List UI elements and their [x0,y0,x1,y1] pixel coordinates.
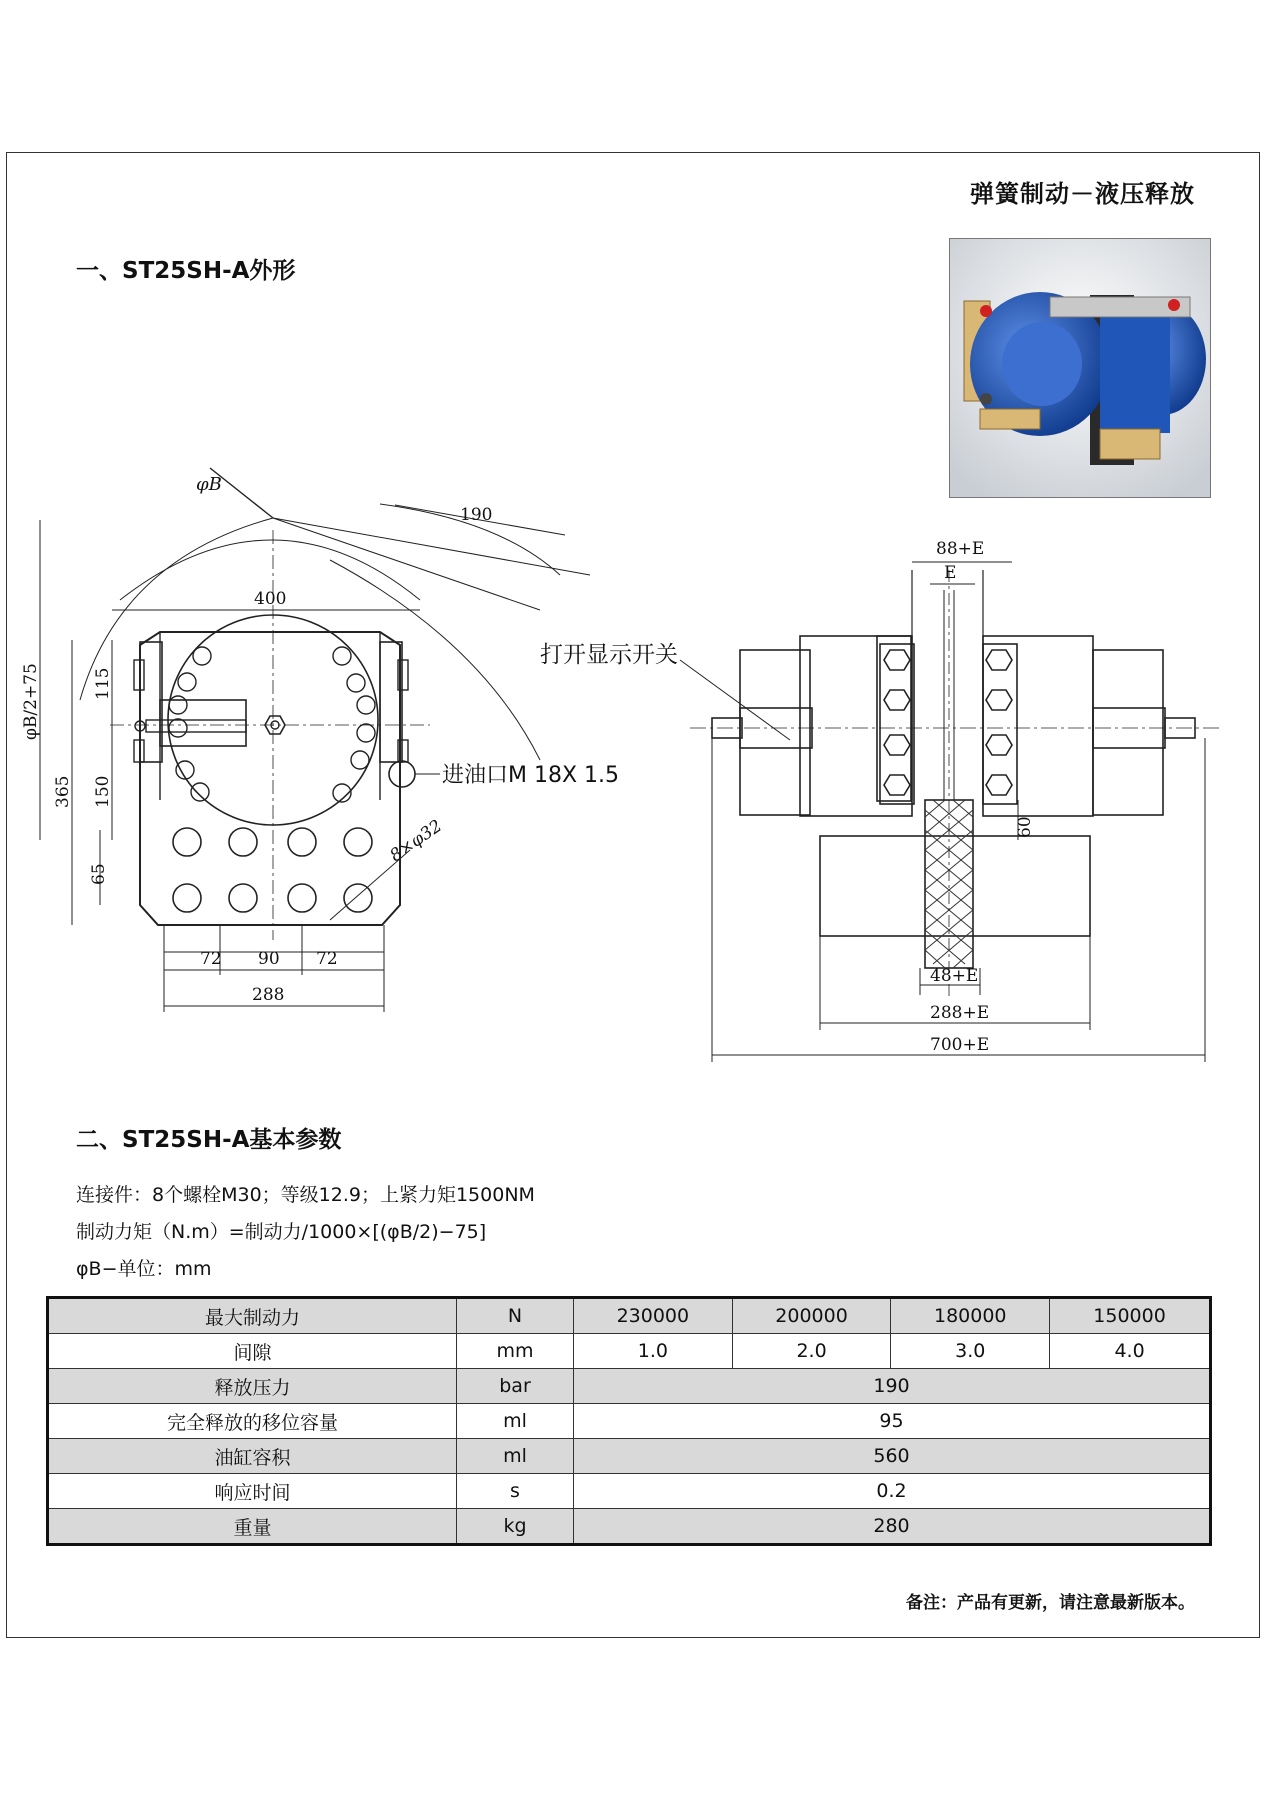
row-unit: kg [457,1509,574,1545]
dim-150: 150 [93,775,113,808]
row-value: 280 [574,1509,1211,1545]
table-row [48,1509,1211,1545]
side-view-drawing [540,0,1240,1080]
note-torque-formula: 制动力矩（N.m）=制动力/1000×[(φB/2)−75] [76,1221,487,1243]
dim-phiB: φB [196,474,222,495]
row-value: 1.0 [574,1334,733,1369]
section-1-title: 一、ST25SH-A外形 [76,258,296,284]
footer-note: 备注：产品有更新，请注意最新版本。 [906,1593,1195,1613]
oil-inlet-label: 进油口M 18X 1.5 [442,763,620,788]
row-unit: N [457,1298,574,1334]
row-unit: s [457,1474,574,1509]
table-row [48,1298,1211,1334]
row-value: 0.2 [574,1474,1211,1509]
row-value: 95 [574,1404,1211,1439]
dim-90: 90 [258,949,280,969]
dim-115: 115 [93,667,113,700]
dim-400: 400 [254,589,287,609]
dim-288: 288 [252,985,285,1005]
table-row [48,1404,1211,1439]
note-fasteners: 连接件：8个螺栓M30；等级12.9；上紧力矩1500NM [76,1184,535,1206]
row-unit: bar [457,1369,574,1404]
holes-label: 8×φ32 [386,816,446,867]
switch-label: 打开显示开关 [540,642,678,668]
dim-72-left: 72 [200,949,222,969]
table-row [48,1334,1211,1369]
row-value: 560 [574,1439,1211,1474]
dim-E: E [944,563,957,583]
row-value: 150000 [1050,1298,1211,1334]
dim-72-right: 72 [316,949,338,969]
row-label: 响应时间 [48,1474,457,1509]
row-unit: ml [457,1439,574,1474]
section-2-title: 二、ST25SH-A基本参数 [76,1127,342,1153]
table-row [48,1439,1211,1474]
dim-288E: 288+E [930,1003,990,1023]
row-unit: ml [457,1404,574,1439]
row-label: 释放压力 [48,1369,457,1404]
front-view-drawing [0,0,620,1040]
dim-365: 365 [53,775,73,808]
row-label: 完全释放的移位容量 [48,1404,457,1439]
table-row [48,1369,1211,1404]
dim-700E: 700+E [930,1035,990,1055]
dim-60: 60 [1015,816,1035,838]
dim-190: 190 [460,505,493,525]
header-title: 弹簧制动－液压释放 [970,180,1195,208]
dim-88E: 88+E [936,539,985,559]
row-label: 重量 [48,1509,457,1545]
row-value: 190 [574,1369,1211,1404]
note-unit: φB−单位：mm [76,1258,212,1280]
row-label: 最大制动力 [48,1298,457,1334]
dim-phiB2-75: φB/2+75 [21,663,41,740]
dim-65: 65 [89,863,109,885]
row-label: 油缸容积 [48,1439,457,1474]
row-unit: mm [457,1334,574,1369]
row-label: 间隙 [48,1334,457,1369]
row-value: 230000 [574,1298,733,1334]
row-value: 2.0 [732,1334,891,1369]
row-value: 4.0 [1050,1334,1211,1369]
table-row [48,1474,1211,1509]
row-value: 3.0 [891,1334,1050,1369]
row-value: 180000 [891,1298,1050,1334]
dim-48E: 48+E [930,966,979,986]
row-value: 200000 [732,1298,891,1334]
parameter-table [46,1296,1212,1546]
